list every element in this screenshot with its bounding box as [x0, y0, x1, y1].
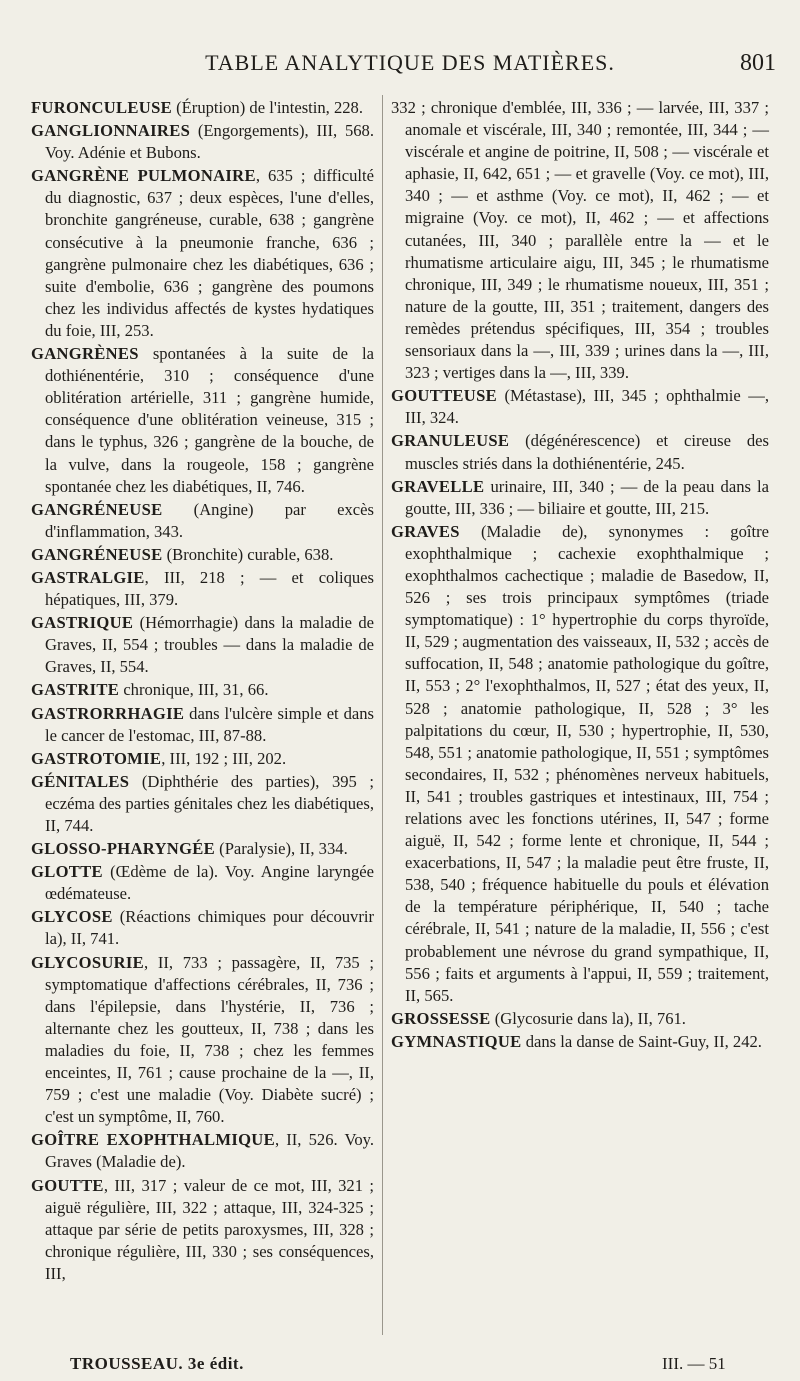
entry-headword: FURONCULEUSE [31, 98, 172, 117]
index-entry [31, 97, 374, 119]
entry-text: urinaire, III, 340 ; — de la peau dans la goutte, III, 336 ; — biliaire et goutte, III, 215. [405, 476, 769, 518]
index-entry [391, 1031, 769, 1053]
index-entry [391, 521, 769, 1007]
entry-text: (Maladie de), synonymes : goître exophthalmique ; cachexie exophthalmique ; exophthalmos cachectique ; maladie de Basedow, II, 526 ; ses trois principaux symptômes (triade symptomatique) : 1° hypertrophie du corps thyroïde, II, 529 ; augmentation des vaisseaux, II, 532 ; accès de suffocation, II, 548 ; anatomie pathologique du goître, II, 553 ; 2° l'exophthalmos, II, 527 ; état des yeux, II, 528 ; anatomie pathologique, II, 528 ; 3° les palpitations du cœur, II, 530 ; hypertrophie, II, 530, 548, 551 ; anatomie pathologique, II, 551 ; symptômes secondaires, II, 532 ; phénomènes nerveux habituels, II, 541 ; troubles gastriques et intestinaux, III, 754 ; relations avec les fonctions utérines, II, 547 ; forme aiguë, II, 542 ; forme lente et chronique, II, 544 ; exacerbations, II, 547 ; la maladie peut être fruste, II, 538, 540 ; fréquence habituelle du pouls et élévation de la température périphérique, II, 540 ; tache cérébrale, II, 541 ; nature de la maladie, II, 556 ; c'est probablement une névrose du grand sympathique, II, 556 ; faits et arguments à l'appui, II, 559 ; traitement, II, 565. [405, 521, 769, 1005]
index-entry [31, 1129, 374, 1173]
entry-headword: GOUTTEUSE [391, 386, 497, 406]
index-entry [31, 679, 374, 701]
entry-headword: GLYCOSE [31, 907, 113, 927]
entry-text: , III, 192 ; III, 202. [161, 748, 287, 768]
page-number: 801 [740, 50, 776, 76]
left-column [31, 97, 374, 1286]
page-header [0, 50, 800, 90]
entry-headword: GANGRÈNE PULMONAIRE [31, 166, 256, 186]
entry-text: , II, 526. Voy. Graves (Maladie de). [45, 1130, 374, 1172]
running-title: TABLE ANALYTIQUE DES MATIÈRES. [205, 50, 615, 75]
entry-headword: GANGRÈNES [31, 344, 139, 364]
footer-sheet-number: III. — 51 [662, 1354, 726, 1373]
index-entry [31, 612, 374, 678]
index-entry [31, 838, 374, 860]
index-entry [31, 567, 374, 611]
entry-headword: GOÎTRE EXOPHTHALMIQUE [31, 1130, 275, 1150]
entry-text: (Éruption) de l'intestin, 228. [171, 98, 364, 117]
entry-text: chronique, III, 31, 66. [119, 680, 269, 700]
entry-text: (Diphthérie des parties), 395 ; eczéma des parties génitales chez les diabétiques, II, 744. [45, 771, 374, 835]
entry-headword: GÉNITALES [31, 771, 130, 791]
index-entry [391, 97, 769, 384]
index-entry [31, 771, 374, 837]
entry-text: (Paralysie), II, 334. [215, 839, 348, 859]
entry-headword: GRAVELLE [391, 476, 485, 496]
entry-headword: GASTRITE [31, 680, 120, 700]
column-divider [382, 95, 383, 1335]
entry-text: spontanées à la suite de la dothiénentérie, 310 ; conséquence d'une oblitération artérielle, 311 ; gangrène humide, conséquence d'une oblitération veineuse, 315 ; dans le typhus, 326 ; gangrène de la bouche, de la vulve, dans la rougeole, 158 ; gangrène spontanée chez les diabétiques, II, 746. [45, 344, 374, 496]
index-entry [31, 343, 374, 498]
entry-text: (Réactions chimiques pour découvrir la), II, 741. [45, 907, 374, 949]
entry-headword: GASTROTOMIE [31, 748, 162, 768]
entry-headword: GANGRÉNEUSE [31, 499, 163, 519]
index-entry [31, 120, 374, 164]
entry-text: (Œdème de la). Voy. Angine laryngée œdémateuse. [45, 862, 374, 904]
entry-headword: GANGLIONNAIRES [31, 121, 191, 141]
index-entry [31, 499, 374, 543]
entry-text: dans la danse de Saint-Guy, II, 242. [521, 1031, 762, 1051]
entry-headword: GASTRIQUE [31, 613, 134, 633]
entry-headword: GASTRORRHAGIE [31, 703, 185, 723]
index-entry [391, 385, 769, 429]
index-entry [31, 1175, 374, 1285]
entry-headword: GASTRALGIE [31, 567, 145, 587]
entry-text: , 635 ; difficulté du diagnostic, 637 ; deux espèces, l'une d'elles, bronchite gangréneuse, curable, 638 ; gangrène consécutive à la pneumonie franche, 636 ; gangrène pulmonaire chez les diabétiques, 636 ; suite d'embolie, 636 ; gangrène des poumons chez les individus affectés de kystes hydatiques du foie, III, 253. [45, 166, 374, 340]
entry-headword: GRAVES [391, 521, 460, 541]
entry-headword: GLYCOSURIE [31, 952, 145, 972]
index-entry [391, 1008, 769, 1030]
index-entry [31, 748, 374, 770]
entry-headword: GROSSESSE [391, 1008, 491, 1028]
index-entry [31, 165, 374, 342]
entry-text: , III, 317 ; valeur de ce mot, III, 321 ; aiguë régulière, III, 322 ; attaque, III, 324-325 ; attaque par série de petits paroxysmes, III, 328 ; chronique régulière, III, 330 ; ses conséquences, III, [45, 1175, 374, 1283]
index-entry [31, 861, 374, 905]
entry-headword: GOUTTE [31, 1175, 104, 1195]
index-entry [391, 476, 769, 520]
entry-headword: GRANULEUSE [391, 431, 510, 451]
index-entry [31, 952, 374, 1129]
index-entry [391, 430, 769, 474]
index-entry [31, 703, 374, 747]
entry-text: (Métastase), III, 345 ; ophthalmie —, III, 324. [405, 386, 769, 428]
entry-headword: GANGRÉNEUSE [31, 544, 163, 564]
entry-text: , III, 218 ; — et coliques hépatiques, III, 379. [45, 567, 374, 610]
entry-headword: GLOTTE [31, 862, 103, 882]
entry-text: (Glycosurie dans la), II, 761. [490, 1008, 686, 1028]
entry-text: (Engorgements), III, 568. Voy. Adénie et Bubons. [45, 121, 374, 163]
entry-text: 332 ; chronique d'emblée, III, 336 ; — larvée, III, 337 ; anomale et viscérale, III, 340 ; remontée, III, 344 ; — viscérale et angine de poitrine, II, 508 ; — viscérale et aphasie, II, 642, 651 ; — et gravelle (Voy. ce mot), III, 340 ; — et asthme (Voy. ce mot), II, 462 ; — et migraine (Voy. ce mot), II, 462 ; — et affections cutanées, III, 340 ; parallèle entre la — et le rhumatisme articulaire aigu, III, 345 ; le rhumatisme chronique, III, 349 ; le rhumatisme noueux, III, 351 ; nature de la goutte, III, 351 ; traitement, dangers des remèdes prétendus spécifiques, III, 354 ; troubles sensoriaux dans la —, III, 339 ; urines dans la —, III, 323 ; vertiges dans la —, III, 339. [391, 98, 769, 383]
entry-headword: GLOSSO-PHARYNGÉE [31, 839, 216, 859]
entry-text: (Hémorrhagie) dans la maladie de Graves, II, 554 ; troubles — dans la maladie de Graves, II, 554. [45, 613, 374, 677]
footer-signature: TROUSSEAU. 3e édit. [70, 1354, 244, 1373]
index-entry [31, 544, 374, 566]
entry-text: dans l'ulcère simple et dans le cancer de l'estomac, III, 87-88. [45, 703, 374, 745]
entry-text: , II, 733 ; passagère, II, 735 ; symptomatique d'affections cérébrales, II, 736 ; dans l'épilepsie, dans l'hystérie, II, 736 ; alternante chez les goutteux, II, 738 ; dans les maladies du foie, II, 738 ; chez les femmes enceintes, II, 761 ; cause prochaine de la —, II, 759 ; c'est une maladie (Voy. Diabète sucré) ; c'est un symptôme, II, 760. [45, 952, 374, 1127]
entry-text: (Bronchite) curable, 638. [162, 544, 334, 564]
entry-text: (Angine) par excès d'inflammation, 343. [45, 499, 374, 541]
right-column [391, 97, 769, 1054]
entry-headword: GYMNASTIQUE [391, 1031, 522, 1051]
entry-text: (dégénérescence) et cireuse des muscles striés dans la dothiénentérie, 245. [405, 431, 769, 473]
index-entry [31, 906, 374, 950]
